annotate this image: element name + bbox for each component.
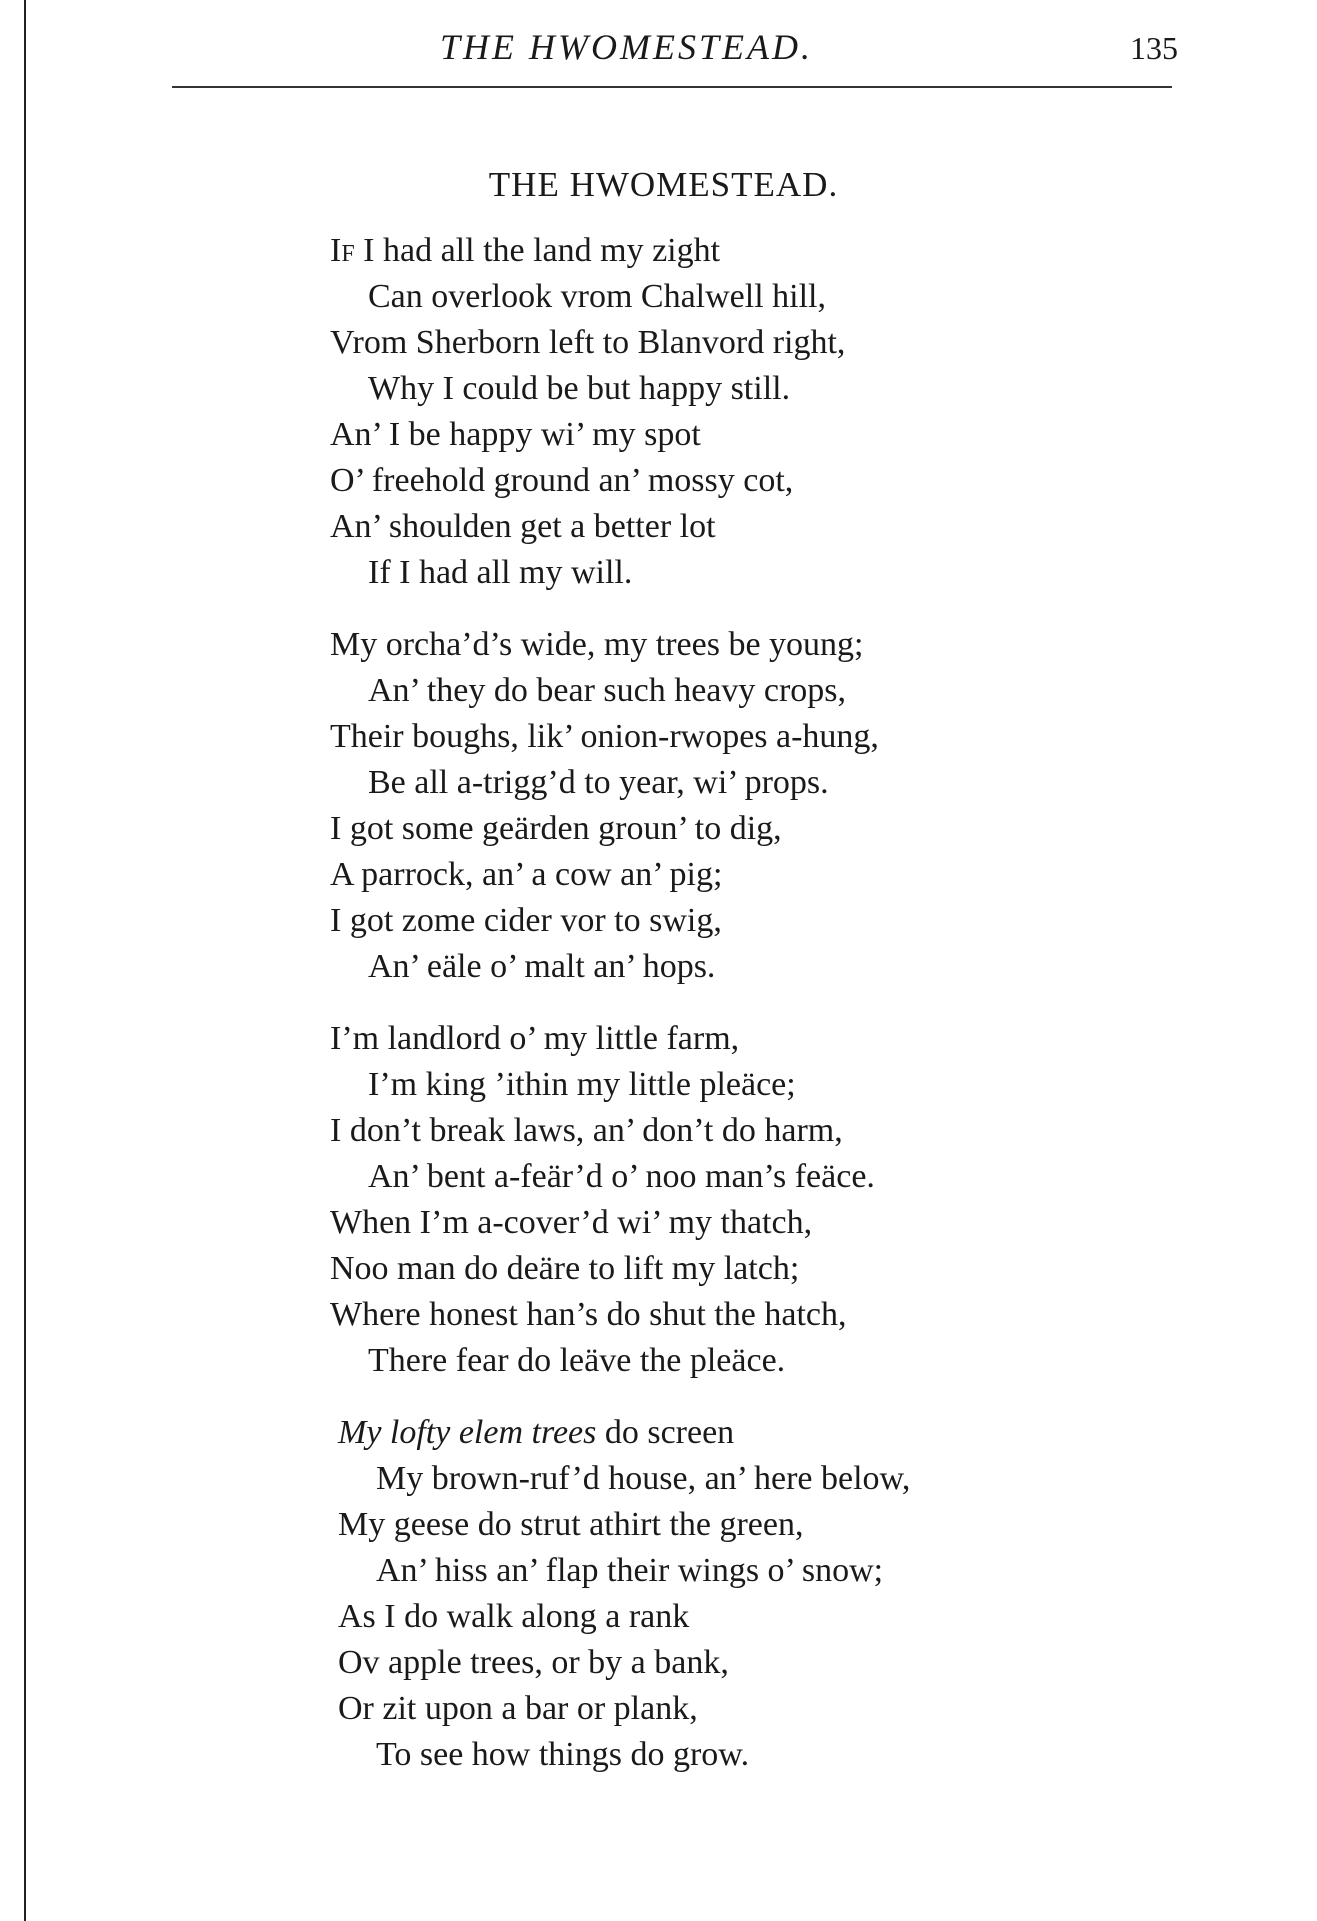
stanza xyxy=(330,1410,1130,1778)
stanza xyxy=(330,228,1130,596)
poem-line: Ov apple trees, or by a bank, xyxy=(338,1644,729,1681)
italic-phrase: My lofty elem trees xyxy=(338,1414,597,1451)
drop-word: If xyxy=(330,232,355,269)
page-number: 135 xyxy=(1130,30,1178,66)
running-head xyxy=(0,22,1317,72)
poem-line: Be all a-trigg’d to year, wi’ props. xyxy=(368,764,829,801)
poem-line: When I’m a-cover’d wi’ my thatch, xyxy=(330,1204,813,1241)
poem-line: O’ freehold ground an’ mossy cot, xyxy=(330,462,794,499)
poem-line: An’ eäle o’ malt an’ hops. xyxy=(368,948,716,985)
line-text: I had all the land my zight xyxy=(363,232,721,269)
poem-line: An’ bent a-feär’d o’ noo man’s feäce. xyxy=(368,1158,875,1195)
poem-line: An’ I be happy wi’ my spot xyxy=(330,416,701,453)
poem-line: I got some geärden groun’ to dig, xyxy=(330,810,782,847)
poem-body xyxy=(330,228,1130,1804)
poem-line: There fear do leäve the pleäce. xyxy=(368,1342,786,1379)
stanza xyxy=(330,622,1130,990)
poem-line xyxy=(330,1410,1130,1456)
poem-line: As I do walk along a rank xyxy=(338,1598,690,1635)
running-title: THE HWOMESTEAD. xyxy=(440,27,813,67)
poem-line: Noo man do deäre to lift my latch; xyxy=(330,1250,800,1287)
poem-line: An’ hiss an’ flap their wings o’ snow; xyxy=(376,1552,884,1589)
line-text: do screen xyxy=(604,1414,735,1451)
poem-line: An’ shoulden get a better lot xyxy=(330,508,716,545)
poem-line: Or zit upon a bar or plank, xyxy=(338,1690,698,1727)
poem-line: Vrom Sherborn left to Blanvord right, xyxy=(330,324,846,361)
poem-line: My brown-ruf’d house, an’ here below, xyxy=(376,1460,911,1497)
poem-line: If I had all my will. xyxy=(368,554,633,591)
poem-line: My geese do strut athirt the green, xyxy=(338,1506,804,1543)
poem-line: A parrock, an’ a cow an’ pig; xyxy=(330,856,723,893)
poem-line: I’m landlord o’ my little farm, xyxy=(330,1020,740,1057)
poem-line: An’ they do bear such heavy crops, xyxy=(368,672,847,709)
page-binding-edge xyxy=(24,0,26,1921)
poem-line: Why I could be but happy still. xyxy=(368,370,791,407)
poem-line: Their boughs, lik’ onion-rwopes a-hung, xyxy=(330,718,879,755)
poem-line: My orcha’d’s wide, my trees be young; xyxy=(330,626,864,663)
poem-line: I’m king ’ithin my little pleäce; xyxy=(368,1066,796,1103)
poem-line xyxy=(330,228,1130,274)
poem-line: Where honest han’s do shut the hatch, xyxy=(330,1296,847,1333)
poem-title: THE HWOMESTEAD. xyxy=(488,165,839,204)
header-rule xyxy=(172,86,1172,88)
poem-line: To see how things do grow. xyxy=(376,1736,750,1773)
poem-line: I got zome cider vor to swig, xyxy=(330,902,722,939)
stanza xyxy=(330,1016,1130,1384)
poem-line: Can overlook vrom Chalwell hill, xyxy=(368,278,826,315)
poem-line: I don’t break laws, an’ don’t do harm, xyxy=(330,1112,843,1149)
